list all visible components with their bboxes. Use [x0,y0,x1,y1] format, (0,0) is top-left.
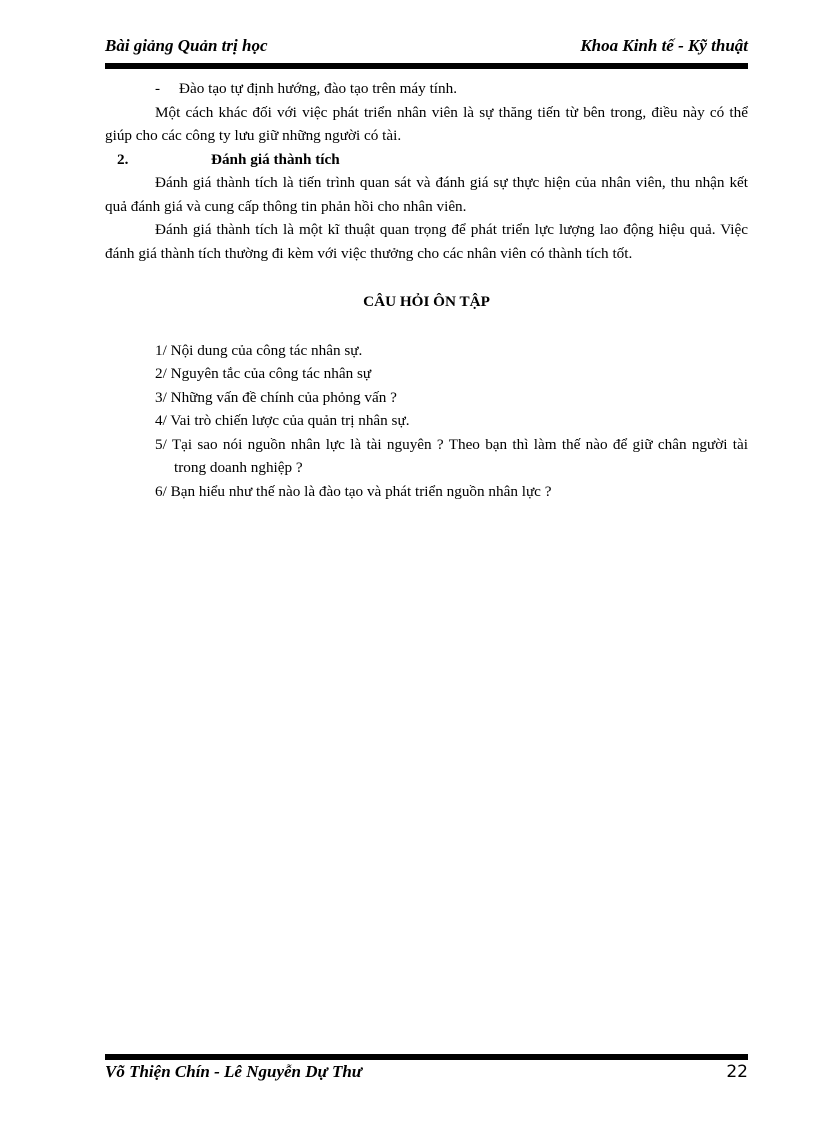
question-item: 2/ Nguyên tắc của công tác nhân sự [155,365,372,382]
question-item: 4/ Vai trò chiến lược của quản trị nhân sự. [155,412,410,429]
bullet-item [105,77,748,101]
author-names: Võ Thiện Chín - Lê Nguyễn Dự Thư [105,1062,362,1081]
question-item: 3/ Những vấn đề chính của phỏng vấn ? [155,388,397,406]
paragraph: Một cách khác đối với việc phát triển nhân viên là sự thăng tiến từ bên trong, điều này có thể giúp cho các công ty lưu giữ những người có tài. [105,103,748,144]
paragraph: Đánh giá thành tích là một kĩ thuật quan trọng để phát triển lực lượng lao động hiệu quả. Việc đánh giá thành tích thường đi kèm với việc thưởng cho các nhân viên có thành tích tốt. [105,221,748,262]
bullet-dash: - [155,80,161,97]
review-questions [105,339,748,504]
bullet-text: Đào tạo tự định hướng, đào tạo trên máy tính. [179,80,457,97]
section-number: 2. [117,150,129,168]
question-item: 6/ Bạn hiểu như thế nào là đào tạo và phát triển nguồn nhân lực ? [155,482,552,500]
paragraph: Đánh giá thành tích là tiến trình quan sát và đánh giá sự thực hiện của nhân viên, thu nhận kết quả đánh giá và cung cấp thông tin phản hồi cho nhân viên. [105,174,748,215]
page-footer [105,1062,748,1086]
faculty-name: Khoa Kinh tế - Kỹ thuật [580,36,748,55]
footer-rule [105,1054,748,1060]
review-title: CÂU HỎI ÔN TẬP [363,293,490,310]
question-item: 1/ Nội dung của công tác nhân sự. [155,341,363,359]
course-title: Bài giảng Quản trị học [105,36,268,55]
section-heading [105,148,748,172]
question-item: 5/ Tại sao nói nguồn nhân lực là tài nguyên ? Theo bạn thì làm thế nào để giữ chân người tài trong doanh nghiệp ? [155,435,748,476]
page-number: 22 [726,1062,748,1082]
page-header [105,36,748,64]
page-content [105,77,748,503]
header-rule [105,63,748,69]
section-title: Đánh giá thành tích [211,150,340,168]
